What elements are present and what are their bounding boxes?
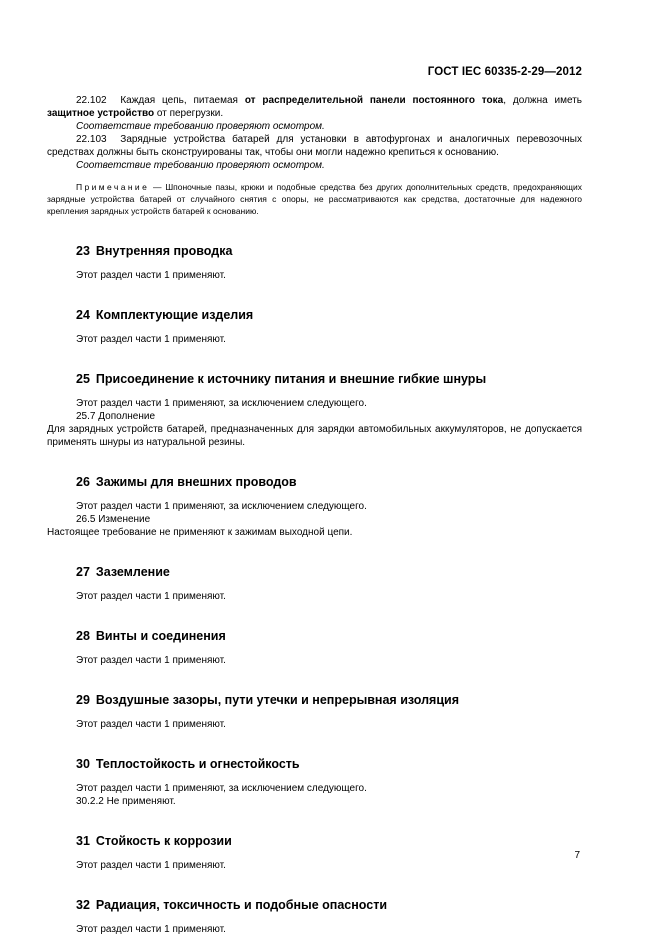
clause-number: 22.102 [76,95,107,106]
section-number: 30 [76,757,90,771]
section-line: Этот раздел части 1 применяют. [76,860,226,871]
section-27 [47,565,582,603]
section-line: Этот раздел части 1 применяют. [76,924,226,935]
section-line: Этот раздел части 1 применяют, за исключением следующего. [76,783,367,794]
section-28 [47,629,582,667]
section-number: 24 [76,308,90,322]
section-line: Этот раздел части 1 применяют. [76,655,226,666]
section-line: 26.5 Изменение [76,514,151,525]
section-heading [47,629,582,644]
section-title: Радиация, токсичность и подобные опасности [95,898,388,912]
section-title: Винты и соединения [95,629,226,643]
section-heading [47,834,582,849]
section-number: 32 [76,898,90,912]
section-title: Заземление [95,565,170,579]
section-heading [47,372,582,387]
note-dash: — [149,182,166,192]
section-number: 28 [76,629,90,643]
clause-term: от распределительной панели постоянного тока [244,95,504,106]
section-line: Этот раздел части 1 применяют. [76,719,226,730]
section-heading [47,757,582,772]
section-title: Теплостойкость и огнестойкость [95,757,300,771]
section-title: Стойкость к коррозии [95,834,232,848]
section-number: 26 [76,475,90,489]
clause-number: 22.103 [76,134,107,145]
compliance-check: Соответствие требованию проверяют осмотром. [76,160,325,171]
section-paragraph: Настоящее требование не применяют к зажимам выходной цепи. [47,527,353,538]
section-heading [47,898,582,913]
clause-22-102 [47,94,582,120]
section-number: 25 [76,372,90,386]
sections-list [47,244,582,936]
section-line: Этот раздел части 1 применяют, за исключением следующего. [76,398,367,409]
section-heading [47,693,582,708]
clause-term: защитное устройство [47,108,155,119]
section-number: 31 [76,834,90,848]
clause-text: Каждая цепь, питаемая [120,95,245,106]
section-heading [47,244,582,259]
note [47,181,582,217]
clause-text: , должна иметь [503,95,583,106]
section-29 [47,693,582,731]
section-25 [47,372,582,449]
section-title: Зажимы для внешних проводов [95,475,297,489]
section-line: Этот раздел части 1 применяют. [76,270,226,281]
section-23 [47,244,582,282]
section-line: Этот раздел части 1 применяют. [76,591,226,602]
section-heading [47,475,582,490]
section-title: Присоединение к источнику питания и внешние гибкие шнуры [95,372,487,386]
section-32 [47,898,582,936]
section-line: 30.2.2 Не применяют. [76,796,176,807]
clause-text: от перегрузки. [154,108,224,119]
section-31 [47,834,582,872]
section-line: 25.7 Дополнение [76,411,156,422]
note-text: Шпоночные пазы, крюки и подобные средства без других дополнительных средств, предохраняющих зарядные устройства батарей от случайного снятия с опоры, не рассматриваются как средства, достаточные для надежного крепления зарядных устройств батарей к основанию. [47,182,582,216]
section-30 [47,757,582,808]
section-26 [47,475,582,539]
section-24 [47,308,582,346]
section-heading [47,565,582,580]
section-paragraph: Для зарядных устройств батарей, предназначенных для зарядки автомобильных аккумуляторов, не допускается применять шнуры из натуральной резины. [47,424,582,448]
section-line: Этот раздел части 1 применяют, за исключением следующего. [76,501,367,512]
section-number: 27 [76,565,90,579]
document-header: ГОСТ IEC 60335-2-29—2012 [427,66,582,78]
section-number: 23 [76,244,90,258]
clause-text: Зарядные устройства батарей для установки в автофургонах и аналогичных перевозочных средствах должны быть сконструированы так, чтобы они могли надежно крепиться к основанию. [47,134,582,158]
section-title: Комплектующие изделия [95,308,254,322]
section-line: Этот раздел части 1 применяют. [76,334,226,345]
compliance-check: Соответствие требованию проверяют осмотром. [76,121,325,132]
section-title: Воздушные зазоры, пути утечки и непрерывная изоляция [95,693,460,707]
section-number: 29 [76,693,90,707]
page-number: 7 [574,850,580,861]
section-heading [47,308,582,323]
clause-22-103 [47,133,582,159]
document-body [47,94,582,936]
section-title: Внутренняя проводка [95,244,233,258]
note-label: Примечание [76,182,150,192]
